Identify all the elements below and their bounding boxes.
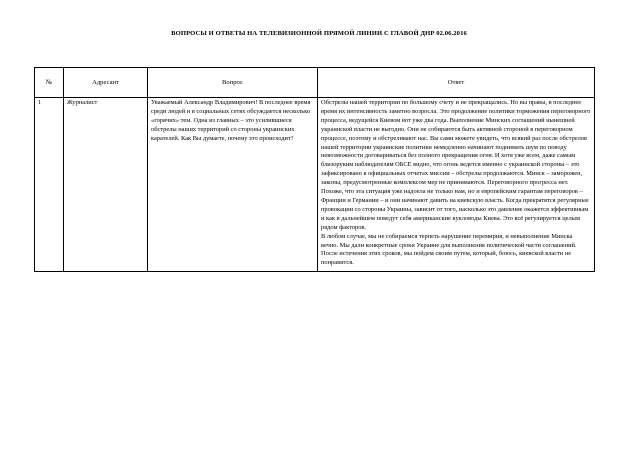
- header-answer: Ответ: [318, 68, 595, 98]
- answer-paragraph: Обстрелы нашей территории по большому счету и не прекращались. Но вы правы, в последнее время их интенсивность заметно возросла. Это продолжение политики торможения переговорного процесса, ведущейся Киевом вот уже два года. Выполнение Минских соглашений нынешней украинской власти не выгодно. Они не собираются быть активной стороной в переговорном процессе, поэтому и обстреливают нас. Вы сами можете увидеть, что всякий раз после обстрелов нашей территории украинские политики немедленно начинают поднимать шум по поводу невозможности договариваться без полного прекращения огня. И хотя уже всем, даже самым близоруким наблюдателям ОБСЕ видно, что огонь ведется именно с украинской стороны – это зафиксировано в официальных отчетах миссии – обстрелы продолжаются. Минск – заморожен, законы, предусмотренные комплексом мер не принимаются. Переговорного прогресса нет. Похоже, что эта ситуация уже надоела не только нам, но и европейским гарантам переговоров – Франции и Германии – и они начинают давить на киевскую власть. Когда прекратятся регулярные провокации со стороны Украины, зависит от того, насколько это давление окажется эффективным и как в дальнейшем поведут себя американские кукловоды Киева. Это всё регулируется целым рядом факторов.: [321, 99, 591, 231]
- row-question: Уважаемый Александр Владимирович! В последнее время среди людей и в социальных сетях обсуждается несколько «горячих» тем. Одна из главных – это усилившиеся обстрелы наших территорий со стороны украинских карателей. Как Вы думаете, почему это происходит?: [148, 98, 318, 272]
- document-title: ВОПРОСЫ И ОТВЕТЫ НА ТЕЛЕВИЗИОННОЙ ПРЯМОЙ ЛИНИИ С ГЛАВОЙ ДНР 02.06.2016: [171, 30, 467, 37]
- row-number: 1: [35, 98, 64, 272]
- table-row: [35, 98, 595, 272]
- qa-table: [34, 67, 595, 272]
- header-question: Вопрос: [148, 68, 318, 98]
- table-header-row: [35, 68, 595, 98]
- row-addressee: Журналист: [64, 98, 148, 272]
- header-number: №: [35, 68, 64, 98]
- row-answer: [318, 98, 595, 272]
- answer-paragraph: В любом случае, мы не собираемся терпеть нарушение перемирия, и невыполнение Минска вечно. Мы дали конкретные сроки Украине для выполнения политической части соглашений. После истечения этих сроков, мы пойдем своим путем, который, боюсь, киевской власти не понравится.: [321, 232, 577, 267]
- header-addressee: Адресант: [64, 68, 148, 98]
